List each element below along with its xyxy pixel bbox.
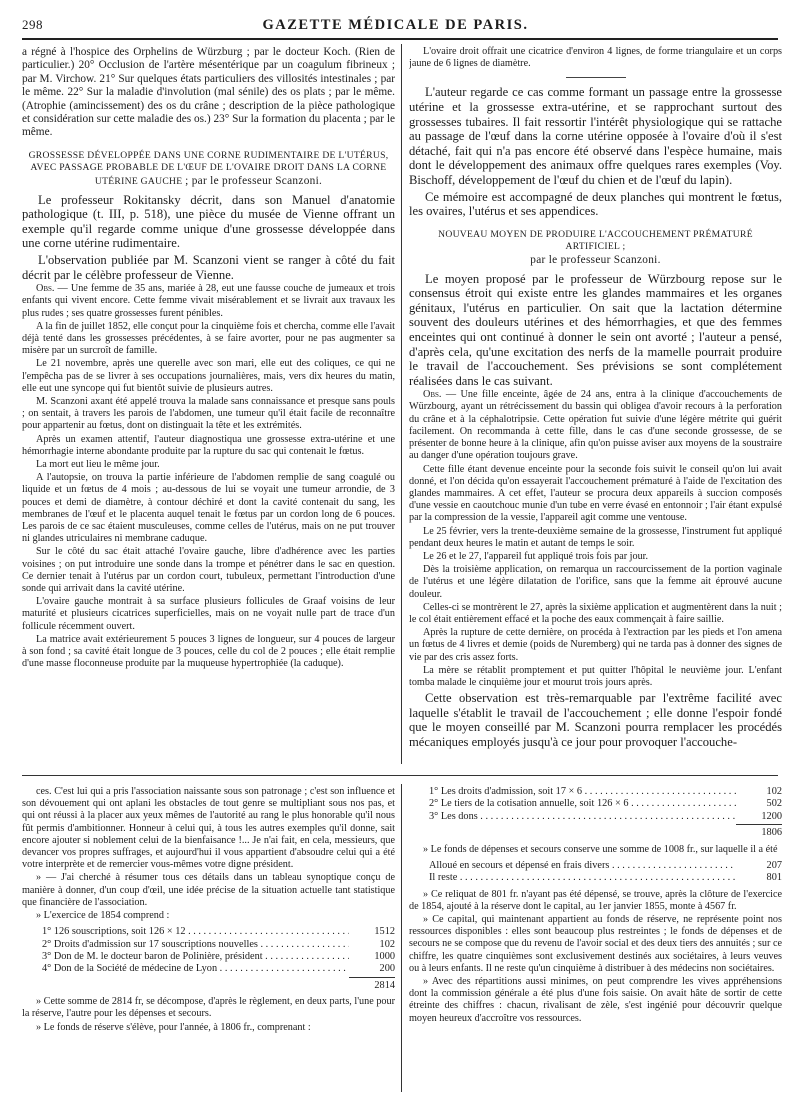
observation-paragraph: A la fin de juillet 1852, elle conçut pour la cinquième fois et chercha, comme elle l'avait déjà tenté dans les grossesses précédentes, à se faire avorter, pour ne pas augmenter sa misère par un surcroît de famille. <box>22 320 395 357</box>
observation-paragraph: Après la rupture de cette dernière, on procéda à l'extraction par les pieds et l'on amena un fœtus de 4 livres et demie (poids de Nuremberg) qui ne tarda pas à donner des signes de vie par des cris assez forts. <box>409 627 782 663</box>
paragraph: ces. C'est lui qui a pris l'association naissante sous son patronage ; c'est son influence et son dévouement qui ont aplani les obstacles de tout genre se multipliant sous nos pas, et qui ont réussi à la placer aux yeux mêmes de l'autorité au rang le plus honorable qu'il nous fût permis d'ambitionner. Honneur à celui qui, à tous les autres exemples qu'il donne, sait encore ajouter si noblement celui de la bienfaisance !... Je n'ai fait, en cela, messieurs, que devancer vos propres suffrages, et aujourd'hui il vous appartient d'absoudre celui qui a été votre interprète et de remercier vous-mêmes votre digne président. <box>22 786 395 871</box>
column-upper-right <box>409 46 782 764</box>
row-amount: 1000 <box>374 951 395 963</box>
paragraph: Le moyen proposé par le professeur de Würzbourg repose sur le consensus étroit qui existe entre les glandes mammaires et les organes génitaux, l'utérus en particulier. On sait que la lactation détermine souvent des douleurs utérines et des hémorrhagies, et que des femmes enceintes qui ont continué à donner le sein ont avorté ; l'auteur a pensé, d'après cela, qu'une excitation des nerfs de la mamelle pourrait produire le travail de l'accouchement. Ses prévisions se sont complétement réalisées dans le cas suivant. <box>409 271 782 388</box>
obs-label: Obs. <box>423 389 442 401</box>
observation-paragraph: La matrice avait extérieurement 5 pouces 3 lignes de longueur, sur 4 pouces de largeur à son fond ; sa cavité était longue de 3 pouces, celle du col de 2 pouces ; elle était remplie d'une masse floconneuse produite par la muqueuse hypertrophiée (la caduque). <box>22 633 395 670</box>
row-amount: 102 <box>766 786 782 797</box>
column-lower-right <box>409 786 782 1092</box>
row-amount: 200 <box>379 963 395 975</box>
paragraph: » — J'ai cherché à résumer tous ces détails dans un tableau synoptique conçu de manière à donner, d'un coup d'œil, une idée précise de la situation actuelle tant statistique que financière de l'association. <box>22 872 395 908</box>
table-row <box>409 811 782 823</box>
observation-paragraph <box>22 283 395 320</box>
row-label: 1° 126 souscriptions, soit 126 × 12 . . . <box>42 926 349 938</box>
short-rule <box>566 77 626 78</box>
paragraph: » Ce reliquat de 801 fr. n'ayant pas été dépensé, se trouve, après la clôture de l'exercice de 1854, ajouté à la réserve dont le capital, au 1er janvier 1855, monte à 4567 fr. <box>409 888 782 912</box>
paragraph: Cette observation est très-remarquable par l'extrême facilité avec laquelle s'établit le travail de l'accouchement ; elle donne l'espoir fondé que le moyen conseillé par M. Scanzoni pourra remplacer les procédés mécaniques employés jusqu'à ce jour pour provoquer l'accouche- <box>409 691 782 749</box>
observation-paragraph: Le 21 novembre, après une querelle avec son mari, elle eut des coliques, ce qui ne l'empêcha pas de se livrer à ses occupations journalières, mais, vers dix heures du matin, elle eut une syncope qui fut bientôt suivie de plusieurs autres. <box>22 358 395 394</box>
table-total <box>22 976 395 992</box>
column-divider <box>401 44 402 764</box>
paragraph: » Cette somme de 2814 fr, se décompose, d'après le règlement, en deux parts, l'une pour la réserve, l'autre pour les dépenses et secours. <box>22 996 395 1020</box>
column-upper-left <box>22 46 395 764</box>
article-title-text: GROSSESSE DÉVELOPPÉE DANS UNE CORNE RUDIMENTAIRE DE L'UTÉRUS, AVEC PASSAGE PROBABLE DE L'ŒUF DE L'OVAIRE DROIT DANS LA CORNE UTÉRINE GAUCHE <box>28 149 389 188</box>
observation-paragraph <box>409 389 782 462</box>
column-lower-left <box>22 786 395 1092</box>
reserve-fund-table <box>409 786 782 840</box>
observation-paragraph: Cette fille étant devenue enceinte pour la seconde fois suivit le conseil qu'on lui avait donné, et l'on décida qu'on essayerait l'accouchement prématuré à l'aide de l'excitation des glandes mammaires. A cet effet, l'auteur se procura deux appareils à succion composés d'une vessie en caoutchouc munie d'un tube en verre évasé en entonnoir ; l'air étant expulsé par la compression de la vessie, l'appareil agit comme une ventouse. <box>409 463 782 524</box>
observation-paragraph: Après un examen attentif, l'auteur diagnostiqua une grossesse extra-utérine et une hémorrhagie interne abondante produite par la rupture du sac qui contenait le fœtus. <box>22 433 395 457</box>
obs-label: Obs. <box>36 283 55 295</box>
obs-text: — Une fille enceinte, âgée de 24 ans, entra à la clinique d'accouchements de Würzbourg, ayant un rétrécissement du bassin qui obligea d'avoir recours à la perforation du crâne et à la céphalotripsie. Cette opération fut suivie d'une légère métrite qui guérit facilement. On recommanda à cette fille, dans le cas d'une seconde grossesse, de se présenter de bonne heure à la clinique, afin qu'on puisse aviser aux moyens de la soustraire au danger d'une opération toujours grave. <box>409 389 782 462</box>
table-row <box>409 786 782 798</box>
accounts-table-1854 <box>22 926 395 992</box>
table-row <box>409 860 782 872</box>
paragraph: » Le fonds de réserve s'élève, pour l'année, à 1806 fr., comprenant : <box>36 1021 311 1033</box>
total-amount: 1806 <box>736 824 782 839</box>
row-label: 1° Les droits d'admission, soit 17 × 6 . . . <box>429 786 736 798</box>
row-amount: 207 <box>766 859 782 871</box>
row-label: Alloué en secours et dépensé en frais divers . . . <box>429 860 736 872</box>
observation-paragraph: Sur le côté du sac était attaché l'ovaire gauche, libre d'adhérence avec les parties voisines ; on put introduire une sonde dans la trompe et pénétrer dans le sac en question. Ce dernier tenait à l'utérus par un cordon court, tubuleux, permettant l'introduction d'une sonde qui arrivait dans la cavité utérine. <box>22 546 395 595</box>
observation-paragraph: A l'autopsie, on trouva la partie inférieure de l'abdomen remplie de sang coagulé ou liquide et un fœtus de 4 mois ; au-dessous de lui se voyait une tumeur arrondie, de 3 pouces et demi de diamètre, à contour déchiré et dont la cavité contenait du sang, les membranes de l'œuf et le placenta auquel tenait le fœtus par un cordon long de 6 pouces. Les parois de ce sac étaient musculeuses, comme celles de l'utérus, mais on ne put trouver ni glandes utriculaires ni membrane caduque. <box>22 472 395 545</box>
intro-paragraph: a régné à l'hospice des Orphelins de Würzburg ; par le docteur Koch. (Rien de particulier.) 20° Occlusion de l'artère mésentérique par un coagulum fibrineux ; par M. Virchow. 21° Sur quelques états particuliers des villosités intestinales ; par le même. 22° Sur la maladie d'involution (mal sénile) des os plats ; par le même. (Atrophie (amincissement) des os du crâne ; description de la pièce pathologique et considération sur cette maladie des os.) 23° Sur la formation du placenta ; par le même. <box>22 46 395 139</box>
page-number: 298 <box>22 17 43 32</box>
table-row <box>22 963 395 975</box>
page-header <box>22 14 778 36</box>
paragraph: » L'exercice de 1854 comprend : <box>36 910 170 922</box>
article-title-accouchement <box>415 229 776 268</box>
observation-paragraph: Celles-ci se montrèrent le 27, après la sixième application et augmentèrent dans la nuit ; le col était entièrement effacé et la poche des eaux commençait à faire saillie. <box>409 601 782 625</box>
paragraph: » Avec des répartitions aussi minimes, on peut comprendre les vives appréhensions dont la commission générale a été plus d'une fois saisie. On avait hâte de sortir de cette étreinte des chiffres : chacun, rivalisant de zèle, s'est ingénié pour découvrir quelque moyen heureux d'accroître vos ressources. <box>409 976 782 1024</box>
row-amount: 502 <box>766 798 782 810</box>
table-row <box>409 872 782 884</box>
row-amount: 1200 <box>761 810 782 822</box>
paragraph: L'ovaire droit offrait une cicatrice d'environ 4 lignes, de forme triangulaire et un corps jaune de 6 lignes de diamètre. <box>409 46 782 70</box>
paragraph: » Le fonds de dépenses et secours conserve une somme de 1008 fr., sur laquelle il a été <box>423 843 778 855</box>
expenses-table <box>409 860 782 885</box>
row-label: 2° Le tiers de la cotisation annuelle, soit 126 × 6 . . . <box>429 798 736 810</box>
table-total <box>409 823 782 839</box>
observation-paragraph: La mère se rétablit promptement et put quitter l'hôpital le neuvième jour. L'enfant tomba malade le cinquième jour et mourut trois jours après. <box>409 664 782 688</box>
table-row <box>22 951 395 963</box>
row-label: 2° Droits d'admission sur 17 souscriptions nouvelles . . . <box>42 939 349 951</box>
row-label: Il reste . . . <box>429 872 736 884</box>
observation-paragraph: M. Scanzoni axant été appelé trouva la malade sans connaissance et presque sans pouls ; on sentait, à travers les parois de l'abdomen, une tumeur qu'il était facile de reconnaître pour appartenir au fœtus, dont on distinguait la tête et les extrémités. <box>22 396 395 432</box>
journal-title: GAZETTE MÉDICALE DE PARIS. <box>262 16 529 33</box>
article-author: ; par le professeur Scanzoni. <box>185 175 323 188</box>
paragraph: L'auteur regarde ce cas comme formant un passage entre la grossesse utérine et la grossesse extra-utérine, et se rapprochant surtout des grossesses tubaires. Il fait ressortir l'intérêt physiologique qui se rattache au passage de l'œuf dans la corne utérine opposée à l'ovaire d'où il s'est détaché, fait qui n'a pas encore été observé dans l'espèce humaine, mais dont le développement des animaux offre quelques rares exemples (Voy. Bischoff, développement de l'œuf du chien et de l'œuf du lapin). <box>409 85 782 187</box>
row-label: 3° Les dons . . . <box>429 811 736 823</box>
row-amount: 102 <box>379 938 395 950</box>
article-title-text: NOUVEAU MOYEN DE PRODUIRE L'ACCOUCHEMENT PRÉMATURÉ ARTIFICIEL ; <box>438 228 753 253</box>
observation-paragraph: Le 25 février, vers la trente-deuxième semaine de la grossesse, l'instrument fut appliqué pendant deux heures le matin et autant de temps le soir. <box>409 525 782 549</box>
paragraph: » Ce capital, qui maintenant appartient au fonds de réserve, ne représente point nos ressources disponibles : elles sont beaucoup plus restreintes ; le fonds de dépenses et de secours ne se compose que du revenu de l'avoir social et des deux tiers des annuités ; sur ce chiffre, les quatre cinquièmes sont exclusivement destinés aux sociétaires, à leurs veuves ou à leurs enfants. Il ne reste qu'un cinquième à distribuer à des médecins non sociétaires. <box>409 914 782 974</box>
table-row <box>22 939 395 951</box>
column-divider <box>401 784 402 1092</box>
row-amount: 1512 <box>374 926 395 938</box>
paragraph: L'observation publiée par M. Scanzoni vient se ranger à côté du fait décrit par le célèbre professeur de Vienne. <box>22 253 395 282</box>
article-author: par le professeur Scanzoni. <box>530 253 661 266</box>
paragraph: Ce mémoire est accompagné de deux planches qui montrent le fœtus, les ovaires, l'utérus et ses appendices. <box>409 189 782 219</box>
paragraph: Le professeur Rokitansky décrit, dans son Manuel d'anatomie pathologique (t. III, p. 518), une pièce du musée de Vienne offrant un exemple qu'il regarde comme unique d'une grossesse développée dans une corne utérine rudimentaire. <box>22 192 395 251</box>
observation-paragraph: L'ovaire gauche montrait à sa surface plusieurs follicules de Graaf voisins de leur maturité et plusieurs cicatrices superficielles, mais on ne voyait nulle part de trace d'un follicule récemment ouvert. <box>22 596 395 632</box>
header-rule <box>22 38 778 40</box>
table-row <box>22 926 395 938</box>
observation-paragraph: Dès la troisième application, on remarqua un raccourcissement de la portion vaginale de l'utérus et une légère dilatation de l'orifice, sans que la femme ait éprouvé aucune douleur. <box>409 564 782 600</box>
row-label: 3° Don de M. le docteur baron de Polinière, président . . . <box>42 951 349 963</box>
observation-paragraph: Le 26 et le 27, l'appareil fut appliqué trois fois par jour. <box>423 550 649 562</box>
row-amount: 801 <box>766 872 782 884</box>
article-title-grossesse <box>28 150 389 189</box>
observation-paragraph: La mort eut lieu le même jour. <box>36 459 160 471</box>
obs-text: — Une femme de 35 ans, mariée à 28, eut une fausse couche de jumeaux et trois enfants qui vivent encore. Cette femme vivait misérablement et se livrait aux travaux les plus rudes ; ses quatre grossesses furent pénibles. <box>22 283 395 319</box>
table-row <box>409 798 782 810</box>
row-label: 4° Don de la Société de médecine de Lyon . . . <box>42 963 349 975</box>
feuilleton-rule <box>22 775 778 776</box>
total-amount: 2814 <box>349 977 395 992</box>
